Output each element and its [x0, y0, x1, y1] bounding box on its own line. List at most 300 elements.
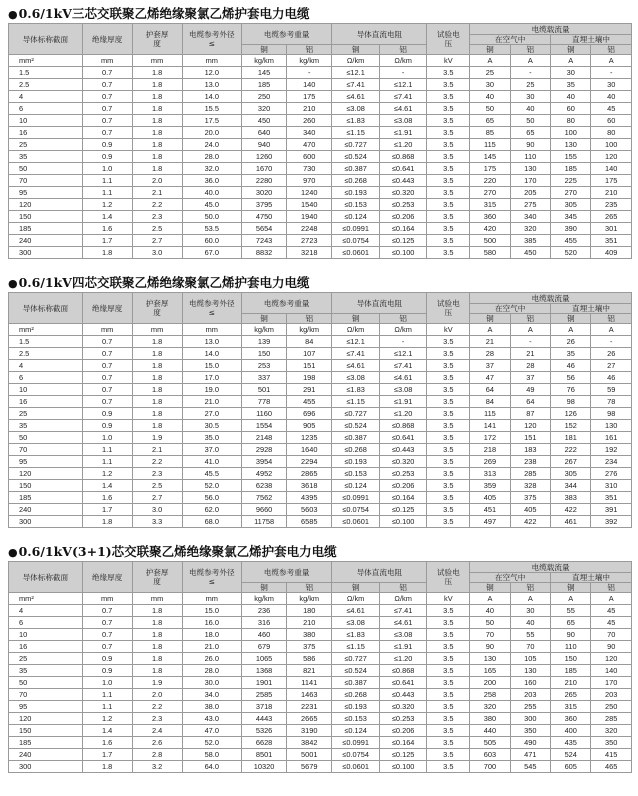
table-cell: ≤0.164 [379, 737, 427, 749]
table-cell: 150 [9, 480, 83, 492]
bullet-icon: ● [8, 8, 18, 21]
header-insulation: 绝缘厚度 [82, 293, 132, 324]
table-cell: 505 [470, 737, 510, 749]
table-cell: 2723 [287, 235, 332, 247]
table-cell: 40 [470, 91, 510, 103]
table-row [9, 396, 632, 408]
table-cell: 10320 [241, 761, 286, 773]
table-cell: 240 [9, 504, 83, 516]
table-cell: ≤0.164 [379, 492, 427, 504]
table-cell: 139 [241, 336, 286, 348]
table-cell: 3.0 [132, 504, 182, 516]
table-cell: 56.0 [182, 492, 241, 504]
table-row [9, 725, 632, 737]
table-cell: 1.8 [132, 617, 182, 629]
table-cell: 465 [591, 761, 632, 773]
table-row [9, 617, 632, 629]
table-cell: 440 [470, 725, 510, 737]
table-cell: 175 [470, 163, 510, 175]
table-row [9, 372, 632, 384]
table-cell: 76 [551, 384, 591, 396]
table-cell: 49 [510, 384, 550, 396]
table-cell: 0.7 [82, 396, 132, 408]
table-cell: 3.5 [427, 211, 470, 223]
table-cell: 185 [9, 492, 83, 504]
table-cell: 151 [287, 360, 332, 372]
table-cell: 2928 [241, 444, 286, 456]
table-cell: 313 [470, 468, 510, 480]
table-cell: 3.5 [427, 605, 470, 617]
table-cell: 1901 [241, 677, 286, 689]
table-cell: 140 [287, 79, 332, 91]
table-cell: 9660 [241, 504, 286, 516]
unit-cell: A [591, 324, 632, 336]
unit-cell: mm [82, 55, 132, 67]
table-cell: 8832 [241, 247, 286, 259]
header-aluminum: 铝 [379, 45, 427, 55]
table-cell: 4 [9, 605, 83, 617]
table-cell: 1.4 [82, 725, 132, 737]
table-cell: 545 [510, 761, 550, 773]
table-cell: 350 [591, 737, 632, 749]
table-cell: ≤7.41 [332, 348, 380, 360]
table-cell: 34.0 [182, 689, 241, 701]
table-cell: ≤1.20 [379, 139, 427, 151]
table-cell: 380 [287, 629, 332, 641]
table-cell: 3.5 [427, 384, 470, 396]
table-cell: 161 [591, 432, 632, 444]
table-cell: 45 [591, 605, 632, 617]
table-cell: 1.1 [82, 175, 132, 187]
header-dc-resistance: 导体直流电阻 [332, 293, 427, 314]
table-cell: 0.7 [82, 91, 132, 103]
table-cell: ≤0.641 [379, 432, 427, 444]
unit-cell: kg/km [287, 324, 332, 336]
table-cell: 1.8 [82, 761, 132, 773]
table-cell: 1.8 [132, 79, 182, 91]
table-cell: 470 [287, 139, 332, 151]
table-cell: 3.5 [427, 396, 470, 408]
table-cell: 2.7 [132, 492, 182, 504]
table-cell: ≤1.83 [332, 115, 380, 127]
table-cell: 150 [9, 211, 83, 223]
table-cell: 603 [470, 749, 510, 761]
table-cell: 30 [551, 67, 591, 79]
section-title [8, 542, 632, 561]
table-cell: 59 [591, 384, 632, 396]
table-cell: 600 [287, 151, 332, 163]
table-cell: 1.8 [82, 247, 132, 259]
table-cell: 40 [470, 605, 510, 617]
table-cell: 4952 [241, 468, 286, 480]
table-cell: 1.9 [132, 677, 182, 689]
table-cell: 0.7 [82, 115, 132, 127]
table-cell: ≤7.41 [379, 605, 427, 617]
table-cell: 115 [470, 408, 510, 420]
section-3core [8, 4, 632, 259]
header-copper: 铜 [470, 45, 510, 55]
table-cell: 2.8 [132, 749, 182, 761]
table-cell: 258 [470, 689, 510, 701]
table-cell: 415 [591, 749, 632, 761]
unit-cell: A [470, 593, 510, 605]
table-cell: ≤1.20 [379, 408, 427, 420]
header-copper: 铜 [241, 314, 286, 324]
table-cell: 1.1 [82, 701, 132, 713]
table-cell: ≤1.91 [379, 396, 427, 408]
table-cell: 55 [551, 605, 591, 617]
table-cell: 3.5 [427, 163, 470, 175]
table-cell: 115 [470, 139, 510, 151]
table-cell: 19.0 [182, 384, 241, 396]
table-cell: 45.5 [182, 468, 241, 480]
table-cell: 1240 [287, 187, 332, 199]
table-cell: 422 [551, 504, 591, 516]
table-cell: 0.9 [82, 653, 132, 665]
table-cell: ≤4.61 [332, 605, 380, 617]
table-cell: 3.5 [427, 139, 470, 151]
section-title [8, 273, 632, 292]
table-cell: 4750 [241, 211, 286, 223]
unit-cell: A [470, 55, 510, 67]
table-cell: ≤0.868 [379, 151, 427, 163]
table-cell: 383 [551, 492, 591, 504]
units-row [9, 593, 632, 605]
table-cell: 1235 [287, 432, 332, 444]
table-cell: 300 [9, 247, 83, 259]
table-cell: ≤0.124 [332, 480, 380, 492]
table-cell: ≤0.641 [379, 163, 427, 175]
table-cell: 5326 [241, 725, 286, 737]
table-row [9, 163, 632, 175]
table-cell: 200 [470, 677, 510, 689]
table-cell: 3.5 [427, 223, 470, 235]
unit-cell: mm² [9, 55, 83, 67]
table-cell: 130 [510, 163, 550, 175]
table-cell: 385 [510, 235, 550, 247]
table-cell: 1.8 [132, 139, 182, 151]
header-aluminum: 铝 [379, 314, 427, 324]
table-cell: ≤7.41 [332, 79, 380, 91]
table-cell: 1.8 [132, 396, 182, 408]
table-cell: 35 [9, 420, 83, 432]
table-cell: 140 [591, 163, 632, 175]
table-cell: ≤0.0754 [332, 504, 380, 516]
table-cell: 160 [510, 677, 550, 689]
table-cell: - [591, 336, 632, 348]
table-cell: 1.1 [82, 456, 132, 468]
table-cell: 1.8 [132, 372, 182, 384]
table-row [9, 247, 632, 259]
table-cell: ≤3.08 [332, 372, 380, 384]
table-cell: 1.1 [82, 444, 132, 456]
table-cell: 310 [591, 480, 632, 492]
table-cell: 130 [591, 420, 632, 432]
table-cell: 2.5 [132, 480, 182, 492]
table-cell: 1.6 [82, 737, 132, 749]
table-cell: ≤0.524 [332, 665, 380, 677]
table-row [9, 713, 632, 725]
table-cell: 70 [591, 629, 632, 641]
table-row [9, 420, 632, 432]
table-cell: 130 [470, 653, 510, 665]
table-cell: 2585 [241, 689, 286, 701]
table-cell: 2.5 [9, 348, 83, 360]
table-cell: 210 [287, 103, 332, 115]
table-cell: 305 [551, 468, 591, 480]
table-cell: 3842 [287, 737, 332, 749]
table-cell: 1.7 [82, 504, 132, 516]
unit-cell: A [551, 324, 591, 336]
table-cell: 85 [470, 127, 510, 139]
table-cell: 345 [551, 211, 591, 223]
table-cell: 175 [591, 175, 632, 187]
table-cell: 24.0 [182, 139, 241, 151]
table-cell: 11758 [241, 516, 286, 528]
table-cell: ≤0.206 [379, 480, 427, 492]
header-section: 导体标称截面 [9, 562, 83, 593]
unit-cell: A [551, 593, 591, 605]
table-cell: ≤0.0991 [332, 492, 380, 504]
table-cell: 16 [9, 396, 83, 408]
table-cell: ≤0.193 [332, 187, 380, 199]
table-cell: 185 [551, 665, 591, 677]
table-cell: 10 [9, 384, 83, 396]
table-cell: 28 [470, 348, 510, 360]
section-title-text: 0.6/1kV四芯交联聚乙烯绝缘聚氯乙烯护套电力电缆 [18, 275, 310, 290]
header-weight: 电缆参考重量 [241, 562, 331, 583]
table-cell: 2.1 [132, 444, 182, 456]
table-cell: 340 [510, 211, 550, 223]
table-cell: 225 [551, 175, 591, 187]
table-cell: 0.7 [82, 348, 132, 360]
header-sheath: 护套厚度 [132, 562, 182, 593]
table-cell: ≤0.0601 [332, 247, 380, 259]
table-cell: 679 [241, 641, 286, 653]
table-cell: 65 [551, 617, 591, 629]
table-cell: 2148 [241, 432, 286, 444]
table-cell: 4 [9, 360, 83, 372]
table-cell: 120 [591, 151, 632, 163]
table-cell: ≤1.91 [379, 127, 427, 139]
table-cell: 315 [551, 701, 591, 713]
table-cell: 375 [510, 492, 550, 504]
table-cell: 344 [551, 480, 591, 492]
table-cell: 95 [9, 701, 83, 713]
table-cell: 1.0 [82, 432, 132, 444]
table-cell: 46 [551, 360, 591, 372]
table-cell: 145 [241, 67, 286, 79]
table-cell: 70 [470, 629, 510, 641]
table-cell: 451 [470, 504, 510, 516]
table-cell: 3.5 [427, 348, 470, 360]
table-cell: 45 [591, 617, 632, 629]
table-cell: 390 [551, 223, 591, 235]
section-title-text: 0.6/1kV三芯交联聚乙烯绝缘聚氯乙烯护套电力电缆 [18, 6, 310, 21]
table-cell: 3.5 [427, 737, 470, 749]
table-cell: 1368 [241, 665, 286, 677]
header-dc-resistance: 导体直流电阻 [332, 24, 427, 45]
table-cell: 1.9 [132, 432, 182, 444]
table-cell: 255 [510, 701, 550, 713]
table-row [9, 103, 632, 115]
table-cell: 234 [591, 456, 632, 468]
table-cell: 1.8 [132, 336, 182, 348]
table-cell: 1141 [287, 677, 332, 689]
table-cell: 18.0 [182, 629, 241, 641]
table-cell: 3.5 [427, 468, 470, 480]
table-cell: ≤3.08 [379, 115, 427, 127]
table-cell: 455 [287, 396, 332, 408]
table-cell: 87 [510, 408, 550, 420]
table-cell: 580 [470, 247, 510, 259]
unit-cell: A [551, 55, 591, 67]
table-cell: 3.5 [427, 456, 470, 468]
table-cell: 70 [9, 175, 83, 187]
table-cell: 46 [591, 372, 632, 384]
table-cell: 50 [9, 677, 83, 689]
table-cell: 50 [470, 103, 510, 115]
table-cell: 50 [9, 163, 83, 175]
header-in-soil: 直埋土壤中 [551, 304, 632, 314]
table-cell: 47.0 [182, 725, 241, 737]
table-cell: 64 [470, 384, 510, 396]
table-row [9, 701, 632, 713]
unit-cell: A [510, 55, 550, 67]
table-cell: 3.5 [427, 641, 470, 653]
header-copper: 铜 [332, 583, 380, 593]
table-cell: 422 [510, 516, 550, 528]
table-cell: 2.2 [132, 456, 182, 468]
table-cell: 3795 [241, 199, 286, 211]
table-cell: 152 [551, 420, 591, 432]
table-cell: 21.0 [182, 396, 241, 408]
table-cell: 375 [287, 641, 332, 653]
table-cell: 90 [470, 641, 510, 653]
header-aluminum: 铝 [379, 583, 427, 593]
table-cell: 62.0 [182, 504, 241, 516]
table-cell: 253 [241, 360, 286, 372]
unit-cell: Ω/km [379, 593, 427, 605]
table-cell: 497 [470, 516, 510, 528]
table-cell: ≤0.100 [379, 761, 427, 773]
table-cell: 52.0 [182, 737, 241, 749]
table-cell: - [591, 67, 632, 79]
table-cell: 350 [510, 725, 550, 737]
table-cell: ≤3.08 [332, 103, 380, 115]
table-row [9, 408, 632, 420]
table-cell: 2.3 [132, 468, 182, 480]
table-cell: 84 [470, 396, 510, 408]
table-cell: 1.8 [132, 67, 182, 79]
table-cell: 80 [551, 115, 591, 127]
table-cell: 3.5 [427, 360, 470, 372]
table-cell: 3.5 [427, 713, 470, 725]
table-cell: 1.8 [82, 516, 132, 528]
table-cell: ≤4.61 [332, 91, 380, 103]
table-cell: 1.8 [132, 605, 182, 617]
table-cell: ≤12.1 [332, 336, 380, 348]
table-cell: 461 [551, 516, 591, 528]
table-cell: 1.8 [132, 103, 182, 115]
table-cell: 1.7 [82, 749, 132, 761]
table-cell: ≤3.08 [379, 629, 427, 641]
table-cell: 3.5 [427, 115, 470, 127]
table-cell: ≤12.1 [332, 67, 380, 79]
table-cell: 450 [510, 247, 550, 259]
header-dc-resistance: 导体直流电阻 [332, 562, 427, 583]
table-cell: 1.8 [132, 408, 182, 420]
table-cell: 90 [551, 629, 591, 641]
bullet-icon: ● [8, 546, 18, 559]
table-cell: 17.0 [182, 372, 241, 384]
unit-cell: kg/km [287, 55, 332, 67]
table-cell: ≤1.15 [332, 396, 380, 408]
table-cell: 821 [287, 665, 332, 677]
spec-table [8, 292, 632, 528]
table-cell: 3218 [287, 247, 332, 259]
header-outer-diameter: 电缆参考外径≤ [182, 24, 241, 55]
table-cell: 2231 [287, 701, 332, 713]
unit-cell: Ω/km [332, 593, 380, 605]
table-cell: 60 [591, 115, 632, 127]
table-cell: ≤0.153 [332, 713, 380, 725]
bullet-icon: ● [8, 277, 18, 290]
table-cell: 15.0 [182, 360, 241, 372]
table-cell: 2.0 [132, 175, 182, 187]
table-cell: 21 [510, 348, 550, 360]
unit-cell: kV [427, 593, 470, 605]
table-cell: 35 [9, 665, 83, 677]
table-cell: 170 [591, 677, 632, 689]
table-cell: 3.5 [427, 689, 470, 701]
table-cell: 270 [470, 187, 510, 199]
table-cell: 60 [551, 103, 591, 115]
table-cell: 315 [470, 199, 510, 211]
table-cell: ≤0.124 [332, 211, 380, 223]
table-cell: 28 [510, 360, 550, 372]
table-cell: 6238 [241, 480, 286, 492]
unit-cell: kV [427, 324, 470, 336]
table-cell: 183 [510, 444, 550, 456]
table-cell: 238 [510, 456, 550, 468]
table-cell: 32.0 [182, 163, 241, 175]
table-cell: 1160 [241, 408, 286, 420]
table-cell: 1.5 [9, 336, 83, 348]
header-copper: 铜 [332, 314, 380, 324]
unit-cell: kV [427, 55, 470, 67]
table-cell: 265 [591, 211, 632, 223]
table-cell: 205 [510, 187, 550, 199]
header-aluminum: 铝 [287, 45, 332, 55]
table-cell: 6 [9, 103, 83, 115]
table-cell: 1.8 [132, 151, 182, 163]
header-copper: 铜 [332, 45, 380, 55]
table-cell: 2.1 [132, 187, 182, 199]
table-cell: 7243 [241, 235, 286, 247]
table-cell: 1.8 [132, 641, 182, 653]
table-cell: 5001 [287, 749, 332, 761]
table-cell: 100 [591, 139, 632, 151]
table-cell: 409 [591, 247, 632, 259]
header-in-soil: 直埋土壤中 [551, 573, 632, 583]
table-cell: ≤0.524 [332, 420, 380, 432]
table-cell: 155 [551, 151, 591, 163]
table-cell: 5654 [241, 223, 286, 235]
table-cell: 500 [470, 235, 510, 247]
table-cell: 30.0 [182, 677, 241, 689]
table-cell: 120 [591, 653, 632, 665]
